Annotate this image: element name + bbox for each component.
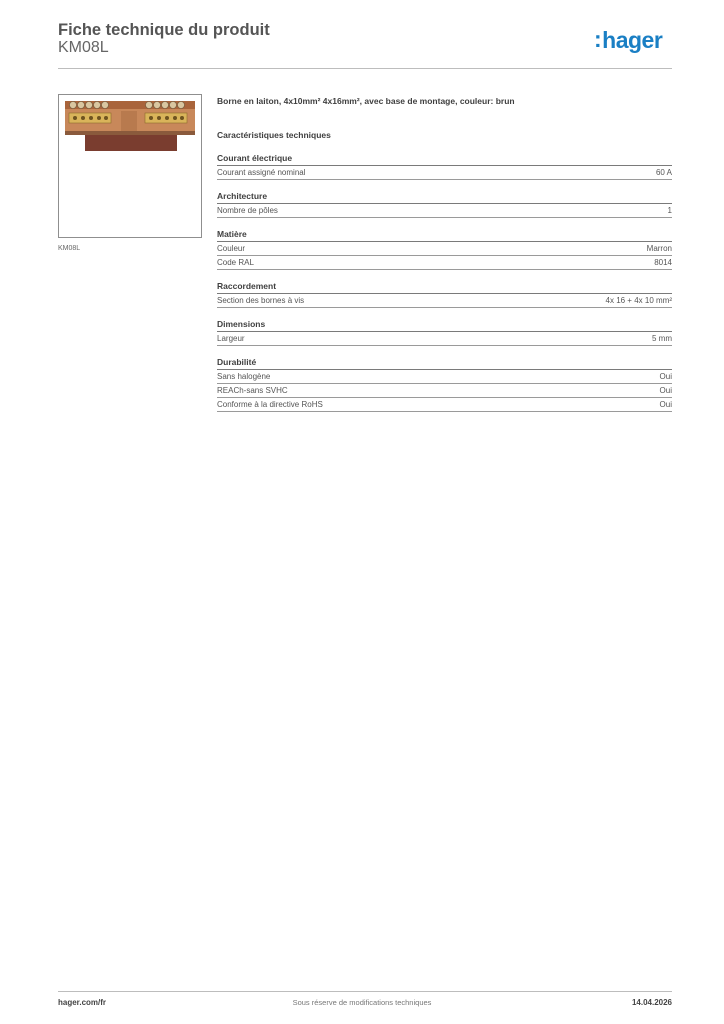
- product-image-frame: [58, 94, 202, 238]
- specifications-panel: [217, 94, 672, 412]
- section-title: Raccordement: [217, 280, 672, 294]
- spec-label: Nombre de pôles: [217, 206, 278, 215]
- page-title: Fiche technique du produit: [58, 21, 270, 39]
- section-title: Architecture: [217, 190, 672, 204]
- spec-row: [217, 204, 672, 218]
- section-title: Dimensions: [217, 318, 672, 332]
- spec-row: [217, 384, 672, 398]
- spec-label: Section des bornes à vis: [217, 296, 305, 305]
- spec-value: 4x 16 + 4x 10 mm²: [605, 296, 672, 305]
- spec-row: [217, 370, 672, 384]
- spec-section: [217, 152, 672, 180]
- spec-label: Couleur: [217, 244, 246, 253]
- spec-value: Oui: [659, 386, 672, 395]
- footer-date: 14.04.2026: [631, 998, 672, 1007]
- section-title: Courant électrique: [217, 152, 672, 166]
- spec-value: Oui: [659, 372, 672, 381]
- spec-sections: [217, 152, 672, 412]
- spec-section: [217, 356, 672, 412]
- spec-value: 60 A: [655, 168, 672, 177]
- logo-colon-mark: :: [594, 26, 602, 52]
- footer-divider: [58, 991, 672, 992]
- spec-value: 1: [667, 206, 672, 215]
- spec-label: Sans halogène: [217, 372, 271, 381]
- product-description: Borne en laiton, 4x10mm² 4x16mm², avec base de montage, couleur: brun: [217, 96, 515, 106]
- spec-label: Conforme à la directive RoHS: [217, 400, 323, 409]
- spec-label: Courant assigné nominal: [217, 168, 306, 177]
- product-reference: KM08L: [58, 39, 109, 56]
- section-title: Durabilité: [217, 356, 672, 370]
- spec-row: [217, 256, 672, 270]
- footer-website: hager.com/fr: [58, 998, 107, 1007]
- spec-section: [217, 318, 672, 346]
- logo-wordmark: hager: [602, 27, 663, 53]
- product-image-caption: KM08L: [58, 245, 81, 252]
- spec-label: REACh-sans SVHC: [217, 386, 288, 395]
- characteristics-heading: Caractéristiques techniques: [217, 130, 331, 140]
- spec-row: [217, 294, 672, 308]
- spec-row: [217, 332, 672, 346]
- header-divider: [58, 68, 672, 69]
- spec-label: Largeur: [217, 334, 245, 343]
- spec-value: Marron: [646, 244, 672, 253]
- spec-value: Oui: [659, 400, 672, 409]
- spec-value: 8014: [654, 258, 672, 267]
- spec-row: [217, 398, 672, 412]
- spec-value: 5 mm: [652, 334, 672, 343]
- spec-section: [217, 228, 672, 270]
- footer-notice: Sous réserve de modifications techniques: [292, 998, 432, 1007]
- spec-row: [217, 166, 672, 180]
- hager-logo: [594, 27, 662, 54]
- spec-section: [217, 280, 672, 308]
- product-image: [59, 95, 201, 237]
- spec-section: [217, 190, 672, 218]
- spec-label: Code RAL: [217, 258, 254, 267]
- spec-row: [217, 242, 672, 256]
- section-title: Matière: [217, 228, 672, 242]
